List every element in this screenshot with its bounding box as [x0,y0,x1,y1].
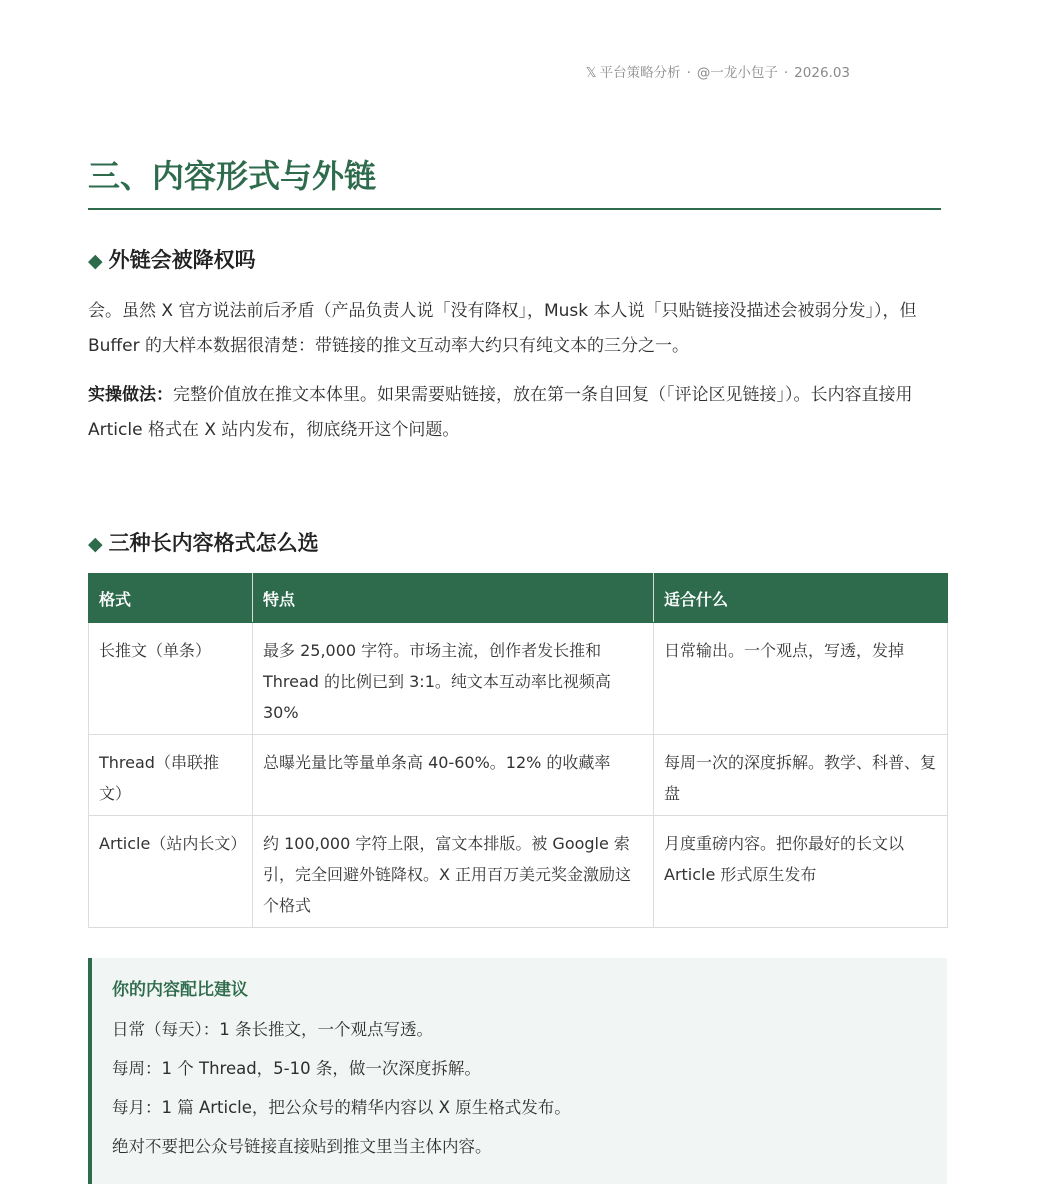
table-cell-format: Thread（串联推文） [89,735,253,816]
page-meta [586,61,850,81]
table-row [89,816,948,928]
callout-line-weekly: 每周：1 个 Thread，5-10 条，做一次深度拆解。 [112,1059,481,1078]
callout-line-warning: 绝对不要把公众号链接直接贴到推文里当主体内容。 [112,1137,492,1156]
table-row [89,623,948,735]
column-header-format: 格式 [89,574,253,623]
meta-author: @一龙小包子 [696,65,778,81]
meta-separator: · [686,65,691,81]
meta-date: 2026.03 [794,65,850,81]
chapter-title: 三、内容形式与外链 [88,150,941,210]
diamond-bullet-icon: ◆ [88,533,103,555]
section-heading-text: 三种长内容格式怎么选 [108,531,319,555]
callout-line-daily: 日常（每天）：1 条长推文，一个观点写透。 [112,1020,433,1039]
content-mix-callout [88,958,947,1184]
callout-line-monthly: 每月：1 篇 Article，把公众号的精华内容以 X 原生格式发布。 [112,1098,571,1117]
paragraph-practice [88,378,946,448]
section-heading-text: 外链会被降权吗 [108,248,256,272]
table-cell-features: 总曝光量比等量单条高 40-60%。12% 的收藏率 [253,735,654,816]
callout-title: 你的内容配比建议 [112,980,248,1000]
meta-separator: · [783,65,789,81]
table-cell-suitable-for: 日常输出。一个观点，写透，发掉 [654,623,948,735]
column-header-features: 特点 [253,574,654,623]
table-cell-suitable-for: 每周一次的深度拆解。教学、科普、复盘 [654,735,948,816]
table-row [89,735,948,816]
table-cell-features: 约 100,000 字符上限，富文本排版。被 Google 索引，完全回避外链降权。X 正用百万美元奖金激励这个格式 [253,816,654,928]
diamond-bullet-icon: ◆ [88,250,103,272]
section-heading-external-links [88,245,256,276]
table-cell-format: Article（站内长文） [89,816,253,928]
section-heading-formats [88,528,319,559]
practice-label: 实操做法： [88,385,173,405]
x-logo-icon: 𝕏 [585,65,597,81]
column-header-suitable-for: 适合什么 [654,574,948,623]
table-cell-format: 长推文（单条） [89,623,253,735]
meta-category: 平台策略分析 [599,65,681,81]
table-cell-features: 最多 25,000 字符。市场主流，创作者发长推和 Thread 的比例已到 3:1。纯文本互动率比视频高 30% [253,623,654,735]
table-cell-suitable-for: 月度重磅内容。把你最好的长文以 Article 形式原生发布 [654,816,948,928]
table-header-row [89,574,948,623]
format-comparison-table [88,573,948,928]
paragraph-link-penalty: 会。虽然 X 官方说法前后矛盾（产品负责人说「没有降权」，Musk 本人说「只贴链接没描述会被弱分发」），但 Buffer 的大样本数据很清楚：带链接的推文互动率大约只有纯文本的三分之一。 [88,301,917,356]
practice-text: 完整价值放在推文本体里。如果需要贴链接，放在第一条自回复（「评论区见链接」）。长内容直接用 Article 格式在 X 站内发布，彻底绕开这个问题。 [88,385,913,440]
